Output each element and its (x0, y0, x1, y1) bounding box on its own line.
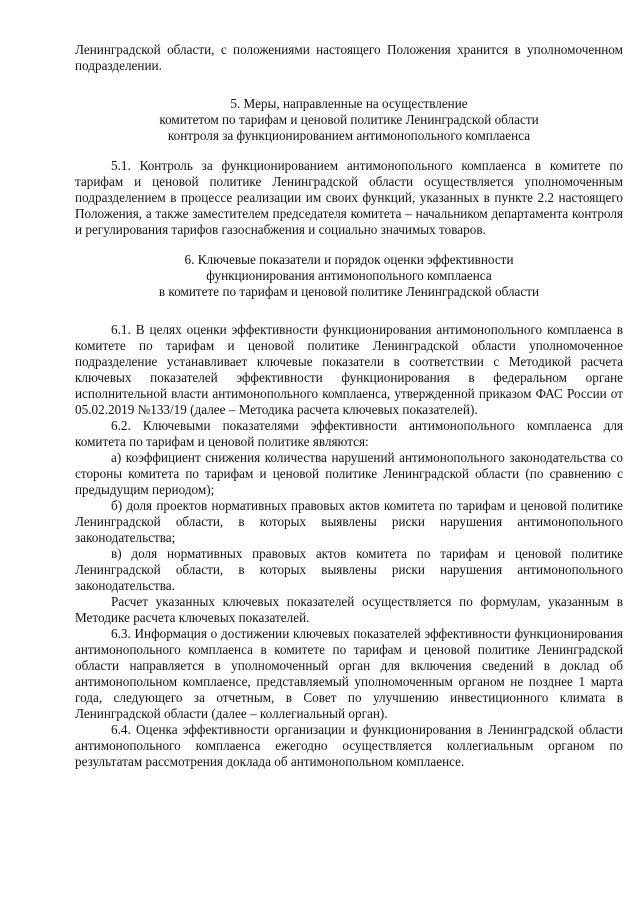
section-5-heading (75, 96, 623, 144)
intro-paragraph: Ленинградской области, с положениями настоящего Положения хранится в уполномоченном подразделении. (75, 42, 623, 73)
paragraph-5-1: 5.1. Контроль за функционированием антимонопольного комплаенса в комитете по тарифам и ценовой политике Ленинградской области осуществляется уполномоченным подразделением в процессе реализации им своих функций, указанных в пункте 2.2 настоящего Положения, а также заместителем председателя комитета – начальником департамента контроля и регулирования тарифов газоснабжения и социально значимых товаров. (75, 158, 623, 237)
spacer (75, 144, 623, 158)
section-5-heading-line: контроля за функционированием антимонопольного комплаенса (167, 128, 531, 143)
paragraph-6-4: 6.4. Оценка эффективности организации и функционирования в Ленинградской области антимонопольного комплаенса ежегодно осуществляется коллегиальным органом по результатам рассмотрения доклада об антимонопольном комплаенсе. (75, 722, 623, 769)
paragraph-6-3: 6.3. Информация о достижении ключевых показателей эффективности функционирования антимонопольного комплаенса в комитете по тарифам и ценовой политике Ленинградской области направляется в уполномоченный орган для включения сведений в доклад об антимонопольном комплаенсе, представляемый уполномоченным органом не позднее 1 марта года, следующего за отчетным, в Совет по улучшению инвестиционного климата в Ленинградской области (далее – коллегиальный орган). (75, 626, 623, 721)
section-6-heading-line: в комитете по тарифам и ценовой политике Ленинградской области (158, 284, 540, 299)
spacer (75, 300, 623, 322)
list-item-c: в) доля нормативных правовых актов комитета по тарифам и ценовой политике Ленинградской области, в которых выявлены риски нарушения антимонопольного законодательства. (75, 546, 623, 593)
section-5-heading-line: 5. Меры, направленные на осуществление (230, 96, 468, 111)
section-6-heading-line: функционирования антимонопольного комплаенса (206, 268, 492, 283)
paragraph-6-1: 6.1. В целях оценки эффективности функционирования антимонопольного комплаенса в комитете по тарифам и ценовой политике Ленинградской области уполномоченное подразделение устанавливает ключевые показатели в соответствии с Методикой расчета ключевых показателей эффективности функционирования в федеральном органе исполнительной власти антимонопольного комплаенса, утвержденной приказом ФАС России от 05.02.2019 №133/19 (далее – Методика расчета ключевых показателей). (75, 322, 623, 417)
document-page (75, 42, 623, 770)
paragraph-6-2: 6.2. Ключевыми показателями эффективности антимонопольного комплаенса для комитета по тарифам и ценовой политике являются: (75, 418, 623, 449)
calculation-paragraph: Расчет указанных ключевых показателей осуществляется по формулам, указанным в Методике расчета ключевых показателей. (75, 594, 623, 625)
spacer (75, 238, 623, 252)
section-6-heading (75, 252, 623, 300)
section-6-heading-line: 6. Ключевые показатели и порядок оценки эффективности (184, 252, 514, 267)
list-item-b: б) доля проектов нормативных правовых актов комитета по тарифам и ценовой политике Ленинградской области, в которых выявлены риски нарушения антимонопольного законодательства; (75, 498, 623, 545)
list-item-a: а) коэффициент снижения количества нарушений антимонопольного законодательства со стороны комитета по тарифам и ценовой политике Ленинградской области (по сравнению с предыдущим периодом); (75, 450, 623, 497)
spacer (75, 74, 623, 96)
section-5-heading-line: комитетом по тарифам и ценовой политике Ленинградской области (159, 112, 539, 127)
